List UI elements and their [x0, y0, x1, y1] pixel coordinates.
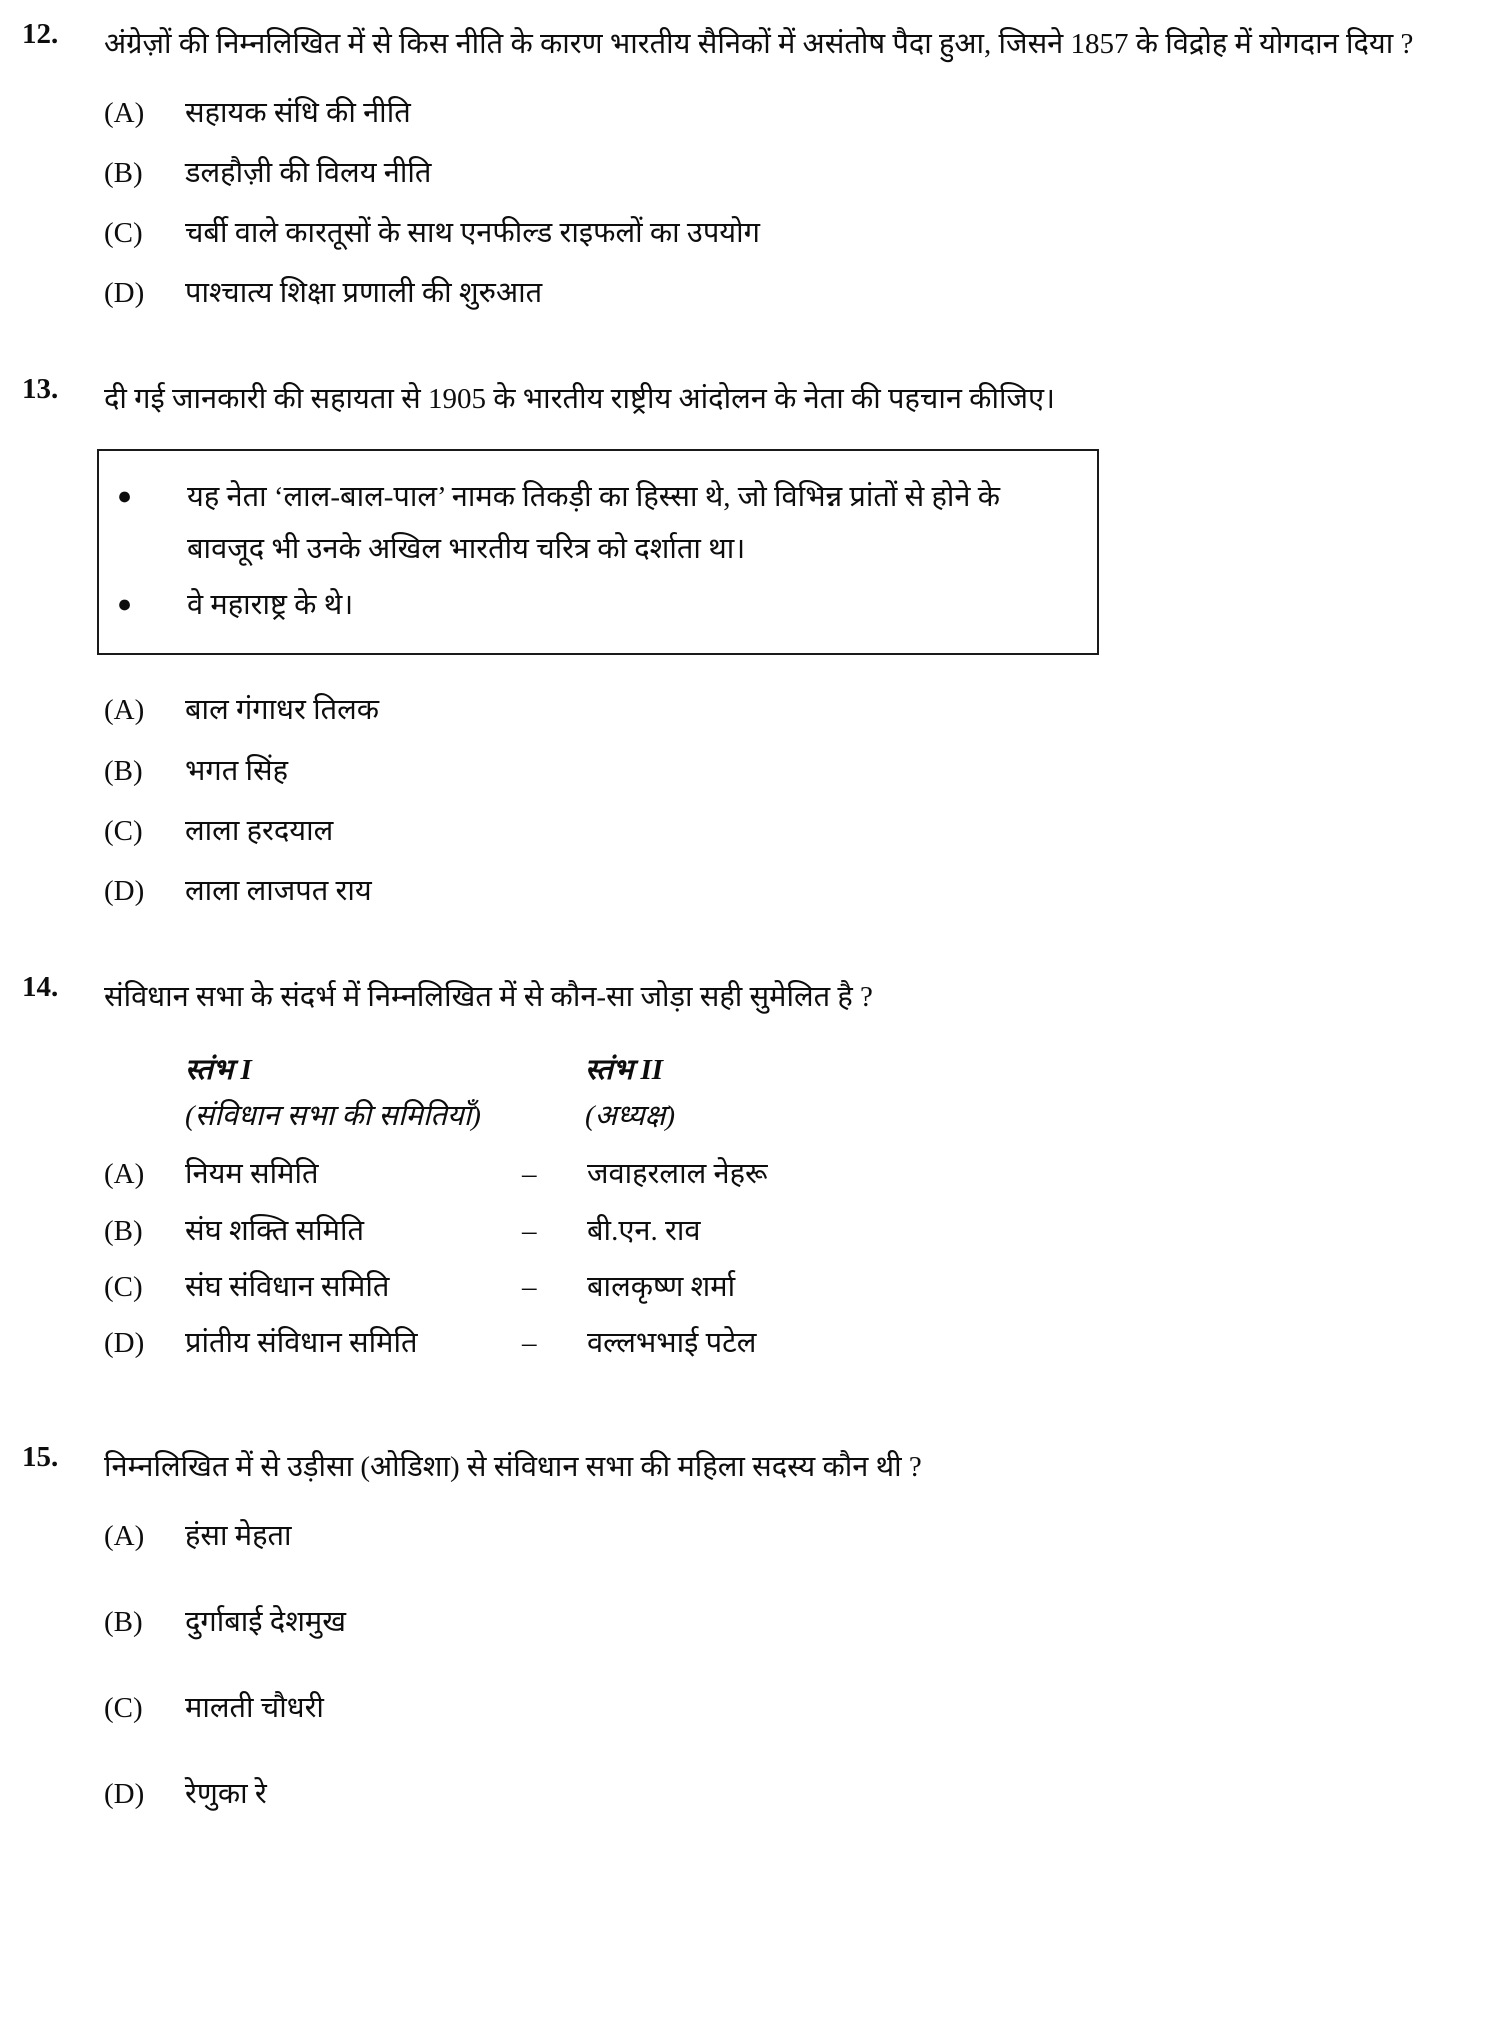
option-text: लाला हरदयाल	[185, 814, 334, 847]
dash-separator: –	[522, 1326, 537, 1359]
option-label: (B)	[104, 1605, 143, 1638]
committee-name: प्रांतीय संविधान समिति	[185, 1326, 418, 1359]
option-label: (D)	[104, 874, 145, 907]
option-label: (B)	[104, 754, 143, 787]
column-2-subtitle: (अध्यक्ष)	[585, 1100, 675, 1132]
option-text: भगत सिंह	[185, 754, 289, 787]
option-label: (B)	[104, 1214, 143, 1247]
option	[104, 94, 1460, 133]
option	[104, 1603, 1460, 1642]
committee-name: संघ संविधान समिति	[185, 1270, 390, 1303]
option-text: दुर्गाबाई देशमुख	[185, 1605, 346, 1638]
option-label: (A)	[104, 694, 145, 727]
option-text: हंसा मेहता	[185, 1519, 292, 1552]
option	[104, 752, 1460, 791]
question-number: 12.	[22, 18, 59, 50]
option	[104, 1775, 1460, 1814]
option-label: (C)	[104, 1691, 143, 1724]
option	[104, 1689, 1460, 1728]
option-text: डलहौज़ी की विलय नीति	[185, 156, 432, 189]
question-head	[22, 1441, 1460, 1495]
option-label: (D)	[104, 1778, 145, 1811]
option	[104, 812, 1460, 851]
match-table-titles	[185, 1047, 1460, 1093]
option-label: (A)	[104, 1158, 145, 1191]
dash-separator: –	[522, 1270, 537, 1303]
option-text: रेणुका रे	[185, 1778, 267, 1811]
option-label: (C)	[104, 1270, 143, 1303]
question-12	[22, 18, 1460, 313]
clue-bullet-row	[99, 471, 1079, 575]
option-text: बाल गंगाधर तिलक	[185, 694, 380, 727]
column-1-title: स्तंभ I	[185, 1053, 252, 1086]
question-number: 14.	[22, 970, 59, 1003]
option	[104, 1517, 1460, 1556]
question-head	[22, 373, 1460, 427]
committee-name: नियम समिति	[185, 1158, 319, 1191]
option-label: (C)	[104, 216, 143, 249]
question-text: अंग्रेज़ों की निम्नलिखित में से किस नीति के कारण भारतीय सैनिकों में असंतोष पैदा हुआ, जिसने 1857 के विद्रोह में योगदान दिया ?	[104, 28, 1414, 60]
question-text: निम्नलिखित में से उड़ीसा (ओडिशा) से संविधान सभा की महिला सदस्य कौन थी ?	[104, 1450, 922, 1483]
question-number: 13.	[22, 373, 59, 406]
column-1-subtitle: (संविधान सभा की समितियाँ)	[185, 1100, 481, 1132]
clue-text: यह नेता ‘लाल-बाल-पाल’ नामक तिकड़ी का हिस्सा थे, जो विभिन्न प्रांतों से होने के बावजूद भी उनके अखिल भारतीय चरित्र को दर्शाता था।	[187, 480, 1001, 566]
question-15	[22, 1441, 1460, 1814]
clue-text: वे महाराष्ट्र के थे।	[187, 589, 354, 622]
question-text: दी गई जानकारी की सहायता से 1905 के भारतीय राष्ट्रीय आंदोलन के नेता की पहचान कीजिए।	[104, 383, 1056, 416]
option-label: (C)	[104, 814, 143, 847]
option	[104, 154, 1460, 193]
option-label: (B)	[104, 156, 143, 189]
match-row	[104, 1268, 1460, 1307]
clue-box	[97, 449, 1099, 656]
option-text: मालती चौधरी	[185, 1691, 324, 1724]
option	[104, 691, 1460, 730]
option-label: (D)	[104, 1326, 145, 1359]
option	[104, 274, 1460, 313]
match-table-subtitles	[185, 1093, 1460, 1155]
question-13	[22, 373, 1460, 911]
clue-bullet-row	[99, 579, 1079, 631]
question-14	[22, 971, 1460, 1363]
committee-name: संघ शक्ति समिति	[185, 1214, 365, 1247]
dash-separator: –	[522, 1214, 537, 1247]
match-row	[104, 1212, 1460, 1251]
option-label: (A)	[104, 1519, 145, 1552]
chairman-name: बालकृष्ण शर्मा	[587, 1270, 736, 1303]
option	[104, 872, 1460, 911]
question-head	[22, 971, 1460, 1025]
options-list	[104, 691, 1460, 911]
option-label: (D)	[104, 277, 145, 310]
option-text: चर्बी वाले कारतूसों के साथ एनफील्ड राइफलों का उपयोग	[185, 216, 760, 249]
option-text: सहायक संधि की नीति	[185, 96, 411, 129]
question-head	[22, 18, 1460, 72]
bullet-icon: ●	[117, 591, 133, 619]
chairman-name: वल्लभभाई पटेल	[587, 1326, 757, 1359]
match-row	[104, 1155, 1460, 1194]
option-label: (A)	[104, 96, 145, 129]
dash-separator: –	[522, 1158, 537, 1191]
option-text: पाश्चात्य शिक्षा प्रणाली की शुरुआत	[185, 277, 543, 310]
options-list	[104, 94, 1460, 314]
match-row	[104, 1324, 1460, 1363]
option-text: लाला लाजपत राय	[185, 874, 372, 907]
chairman-name: बी.एन. राव	[587, 1214, 701, 1247]
bullet-icon: ●	[117, 482, 133, 510]
options-list	[104, 1517, 1460, 1815]
chairman-name: जवाहरलाल नेहरू	[587, 1158, 768, 1191]
option	[104, 214, 1460, 253]
column-2-title: स्तंभ II	[585, 1053, 664, 1086]
question-number: 15.	[22, 1440, 59, 1473]
question-text: संविधान सभा के संदर्भ में निम्नलिखित में से कौन-सा जोड़ा सही सुमेलित है ?	[104, 980, 873, 1013]
